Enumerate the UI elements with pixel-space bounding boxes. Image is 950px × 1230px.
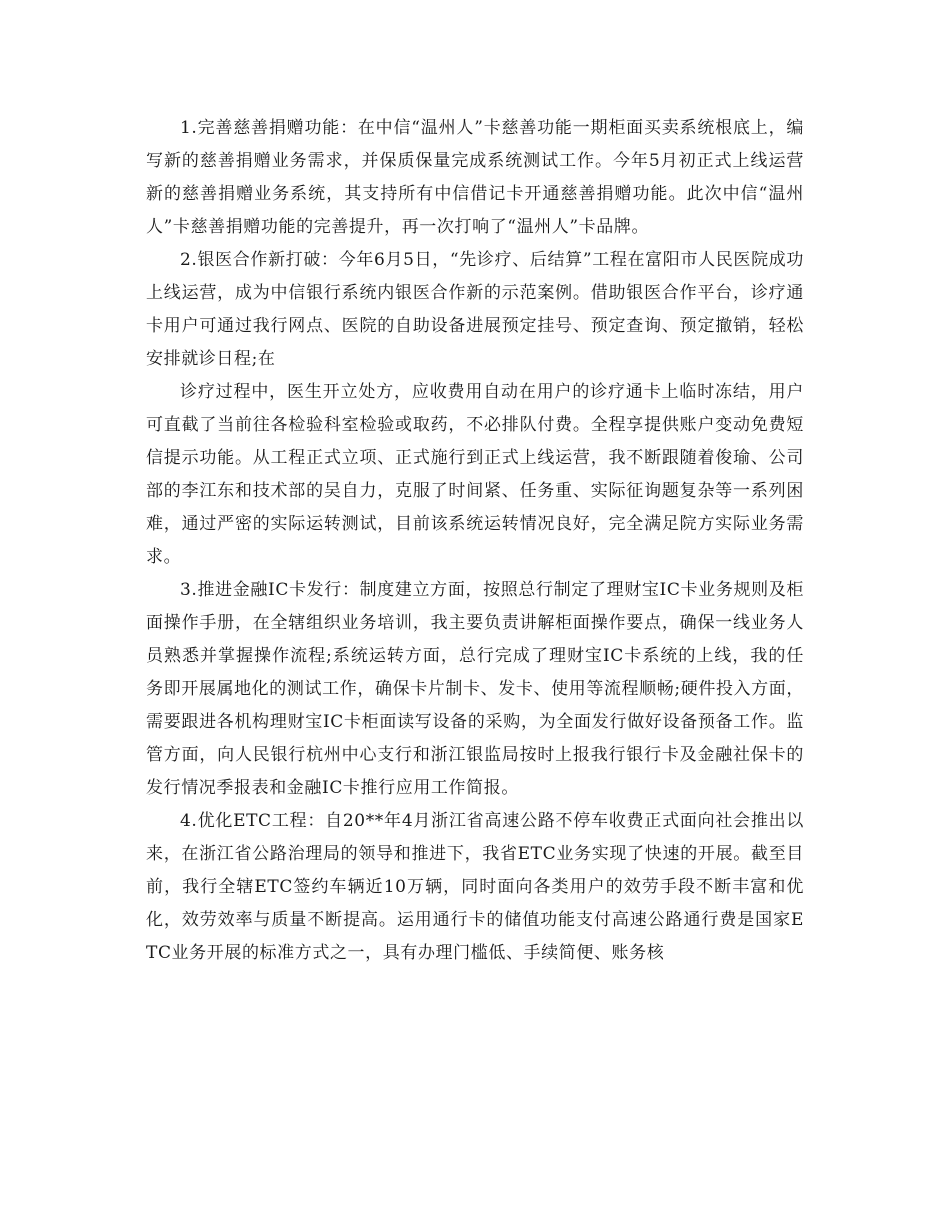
paragraph-etc-project: 4.优化ETC工程：自20**年4月浙江省高速公路不停车收费正式面向社会推出以来，在浙江省公路治理局的领导和推进下，我省ETC业务实现了快速的开展。截至目前，我行全辖ETC签约车辆近10万辆，同时面向各类用户的效劳手段不断丰富和优化，效劳效率与质量不断提高。运用通行卡的储值功能支付高速公路通行费是国家ETC业务开展的标准方式之一，具有办理门槛低、手续简便、账务核 — [146, 811, 804, 963]
paragraph-bank-hospital-cooperation: 2.银医合作新打破：今年6月5日，“先诊疗、后结算”工程在富阳市人民医院成功上线运营，成为中信银行系统内银医合作新的示范案例。借助银医合作平台，诊疗通卡用户可通过我行网点、医院的自助设备进展预定挂号、预定查询、预定撤销，轻松安排就诊日程;在 — [146, 250, 804, 369]
paragraph-charity-donation: 1.完善慈善捐赠功能：在中信“温州人”卡慈善功能一期柜面买卖系统根底上，编写新的慈善捐赠业务需求，并保质保量完成系统测试工作。今年5月初正式上线运营新的慈善捐赠业务系统，其支持所有中信借记卡开通慈善捐赠功能。此次中信“温州人”卡慈善捐赠功能的完善提升，再一次打响了“温州人”卡品牌。 — [146, 118, 804, 237]
paragraph-financial-ic-card: 3.推进金融IC卡发行：制度建立方面，按照总行制定了理财宝IC卡业务规则及柜面操作手册，在全辖组织业务培训，我主要负责讲解柜面操作要点，确保一线业务人员熟悉并掌握操作流程;系统运转方面，总行完成了理财宝IC卡系统的上线，我的任务即开展属地化的测试工作，确保卡片制卡、发卡、使用等流程顺畅;硬件投入方面，需要跟进各机构理财宝IC卡柜面读写设备的采购，为全面发行做好设备预备工作。监管方面，向人民银行杭州中心支行和浙江银监局按时上报我行银行卡及金融社保卡的发行情况季报表和金融IC卡推行应用工作简报。 — [146, 580, 804, 798]
paragraph-treatment-process: 诊疗过程中，医生开立处方，应收费用自动在用户的诊疗通卡上临时冻结，用户可直截了当前往各检验科室检验或取药，不必排队付费。全程享提供账户变动免费短信提示功能。从工程正式立项、正式施行到正式上线运营，我不断跟随着俊瑜、公司部的李江东和技术部的吴自力，克服了时间紧、任务重、实际征询题复杂等一系列困难，通过严密的实际运转测试，目前该系统运转情况良好，完全满足院方实际业务需求。 — [146, 382, 804, 567]
